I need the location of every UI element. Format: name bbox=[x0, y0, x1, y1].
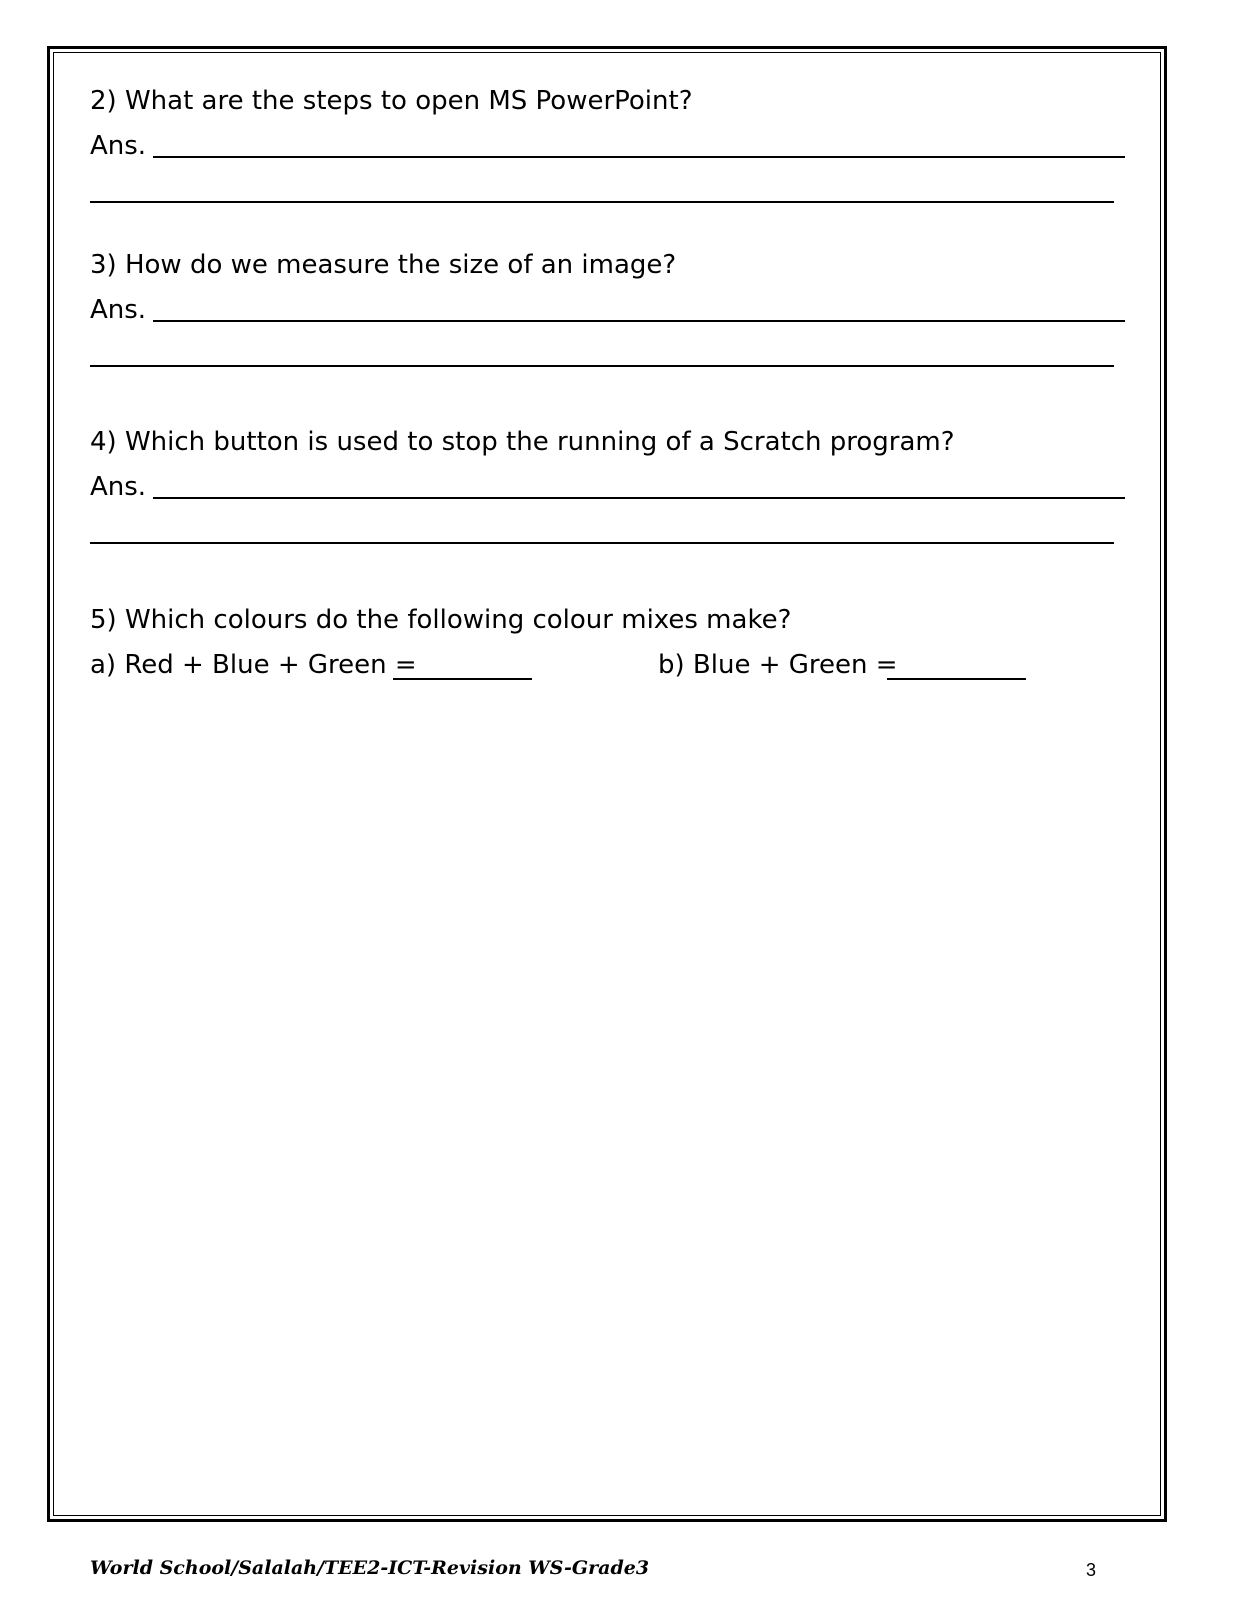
question-4-ans-label: Ans. bbox=[90, 472, 147, 502]
question-5-part-a-answer-line[interactable] bbox=[393, 678, 532, 680]
question-5-text: 5) Which colours do the following colour mixes make? bbox=[90, 605, 792, 635]
question-5-part-a: a) Red + Blue + Green = bbox=[90, 650, 417, 680]
question-2-answer-line-2[interactable] bbox=[90, 201, 1114, 203]
question-2-ans-label: Ans. bbox=[90, 131, 147, 161]
question-5-part-b-answer-line[interactable] bbox=[887, 678, 1026, 680]
footer-page-number: 3 bbox=[1086, 1560, 1097, 1580]
question-3-answer-line-1[interactable] bbox=[153, 320, 1125, 322]
question-3-text: 3) How do we measure the size of an image? bbox=[90, 250, 677, 280]
question-5-part-b: b) Blue + Green = bbox=[658, 650, 898, 680]
question-3-answer-line-2[interactable] bbox=[90, 365, 1114, 367]
question-2-answer-line-1[interactable] bbox=[153, 156, 1125, 158]
question-2-text: 2) What are the steps to open MS PowerPoint? bbox=[90, 86, 693, 116]
question-4-answer-line-1[interactable] bbox=[153, 497, 1125, 499]
question-4-text: 4) Which button is used to stop the running of a Scratch program? bbox=[90, 427, 955, 457]
footer-document-path: World School/Salalah/TEE2-ICT-Revision WS-Grade3 bbox=[90, 1557, 650, 1579]
question-3-ans-label: Ans. bbox=[90, 295, 147, 325]
question-4-answer-line-2[interactable] bbox=[90, 542, 1114, 544]
